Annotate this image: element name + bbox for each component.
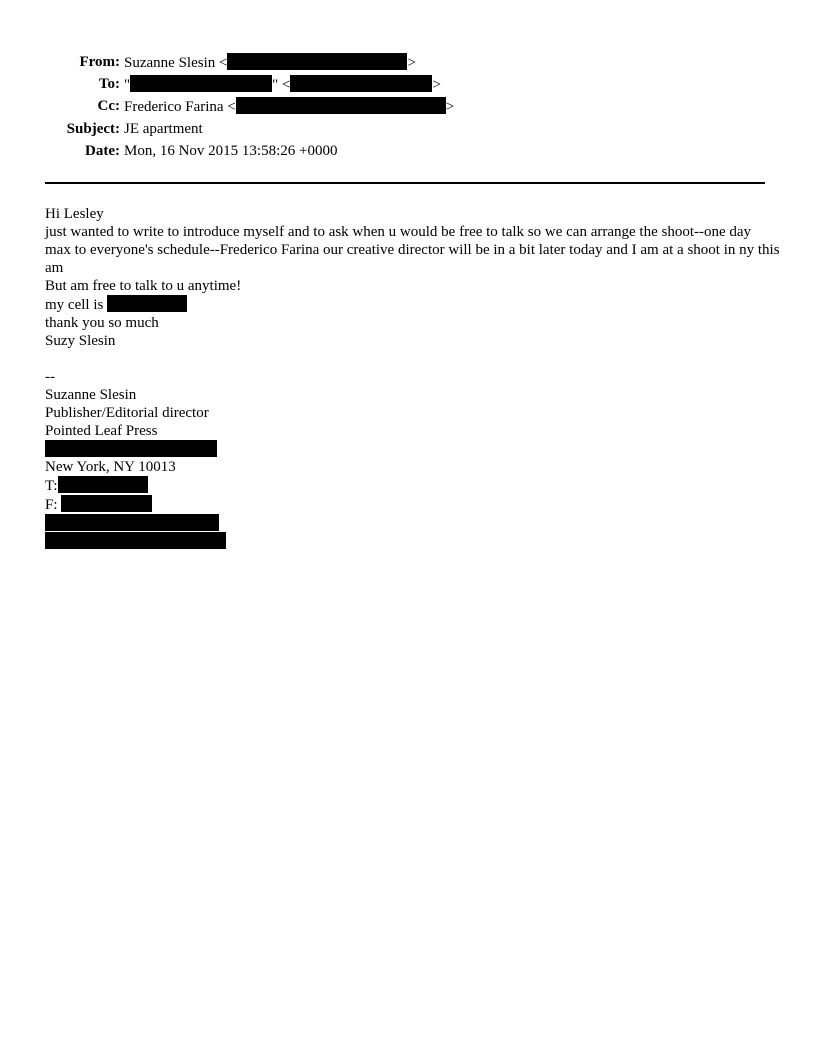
subject-value: JE apartment [124,121,203,137]
signature-title: Publisher/Editorial director [45,405,209,421]
cc-label: Cc: [97,98,120,114]
to-close: > [432,77,441,93]
email-body [45,205,784,550]
signature-name: Suzanne Slesin [45,387,137,403]
to-open: " [124,77,131,93]
body-paragraph: just wanted to write to introduce myself and to ask when u would be free to talk so we can arrange the shoot--one day max to everyone's schedule--Frederico Farina our creative director will be in a bit later today and I am at a shoot in ny this am [45,224,784,276]
redaction-box [58,476,148,493]
date-label: Date: [85,143,120,159]
to-value [124,75,441,94]
subject-label: Subject: [66,121,120,137]
fax-label: F: [45,497,62,513]
redaction-box [61,495,152,512]
signature-separator: -- [45,369,55,385]
redaction-box [227,53,407,70]
signature-city: New York, NY 10013 [45,459,176,475]
redaction-box [107,295,187,312]
from-name: Suzanne Slesin < [124,55,228,71]
thanks-line: thank you so much [45,315,159,331]
redaction-box [45,532,226,549]
from-value [124,53,416,72]
signature-company: Pointed Leaf Press [45,423,158,439]
sign-off: Suzy Slesin [45,333,116,349]
fax-line [45,495,780,514]
blank-line [45,350,780,368]
redaction-box [290,75,432,92]
cell-line [45,295,780,314]
cc-value [124,97,454,116]
header-divider [45,182,765,184]
body-line: But am free to talk to u anytime! [45,278,242,294]
cell-label: my cell is [45,297,108,313]
date-value: Mon, 16 Nov 2015 13:58:26 +0000 [124,143,338,159]
greeting: Hi Lesley [45,206,104,222]
to-label: To: [98,76,120,92]
redaction-box [45,440,217,457]
cc-name: Frederico Farina < [124,99,236,115]
tel-line [45,476,780,495]
cc-close: > [445,99,455,115]
redaction-box [130,75,272,92]
tel-label: T: [45,478,58,494]
from-close: > [407,55,416,71]
redaction-box [236,97,446,114]
to-mid: " < [272,77,291,93]
from-label: From: [79,54,120,70]
redaction-box [45,514,219,531]
